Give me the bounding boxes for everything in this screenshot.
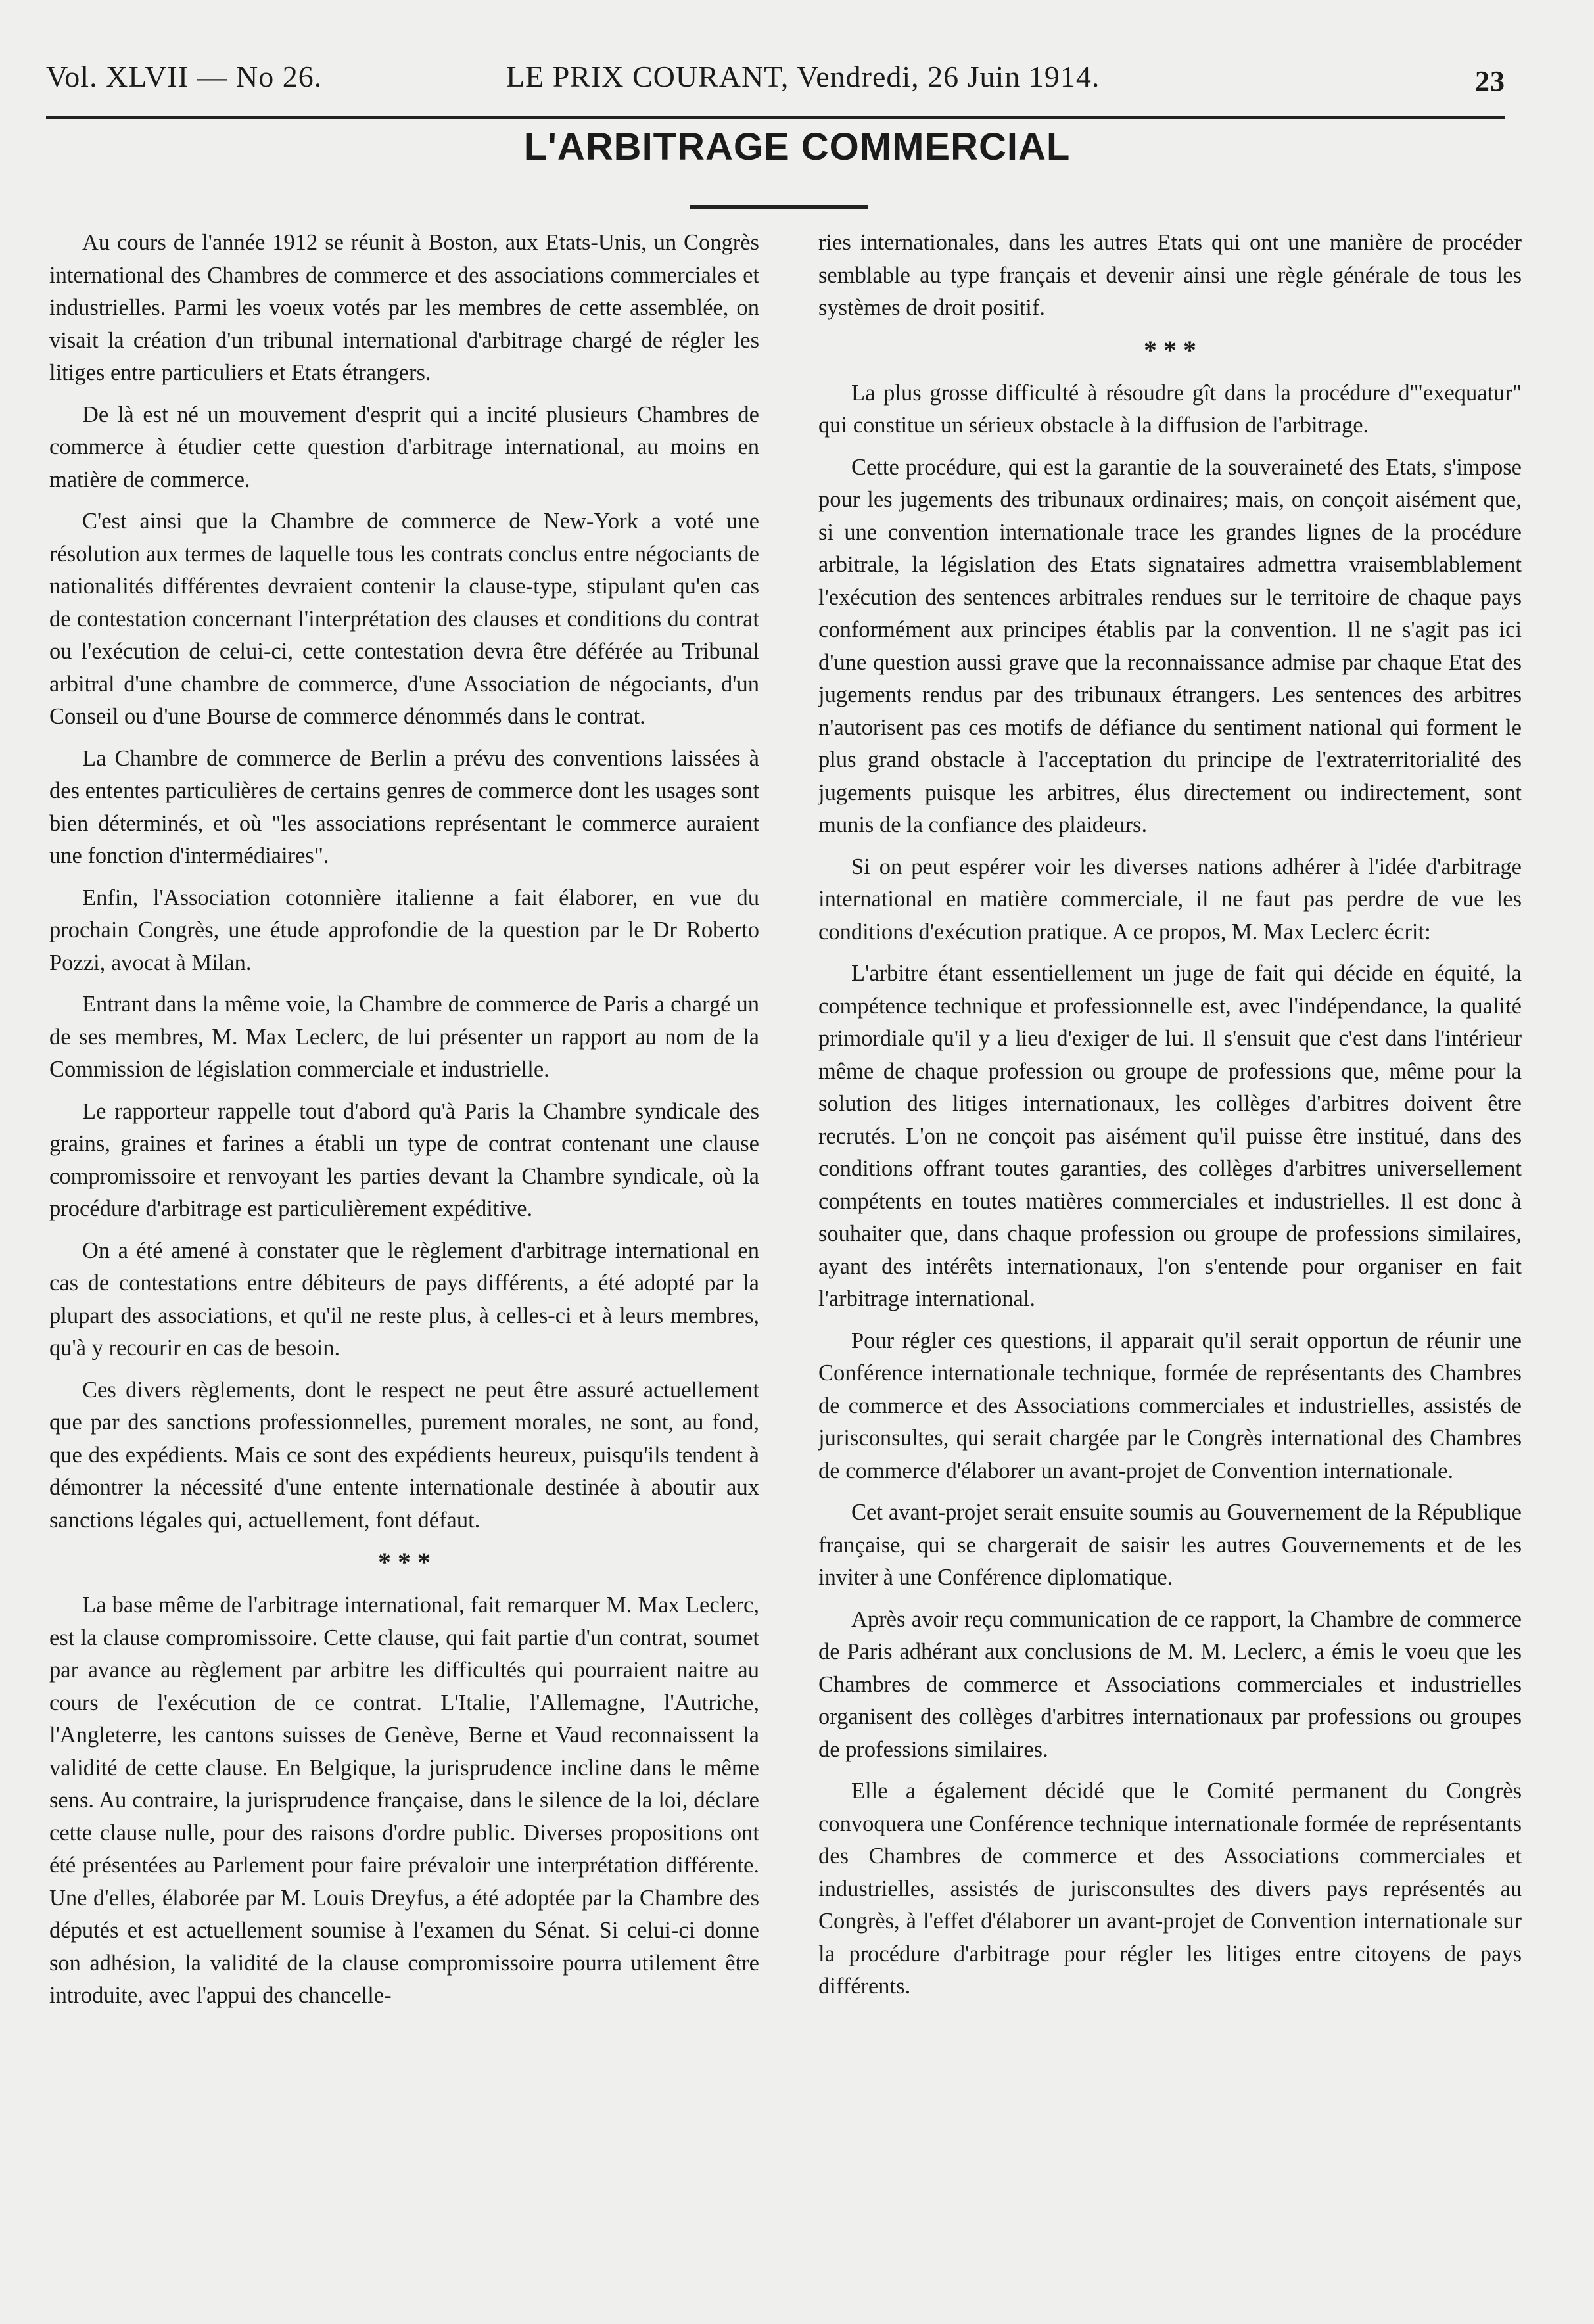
paragraph: La base même de l'arbitrage international, fait remarquer M. Max Leclerc, est la clause compromissoire. Cette clause, qui fait partie d'un contrat, soumet par avance au règlement par arbitre les difficultés qui pourraient naitre au cours de l'exécution de ce contrat. L'Italie, l'Allemagne, l'Autriche, l'Angleterre, les cantons suisses de Genève, Berne et Vaud reconnaissent la validité de cette clause. En Belgique, la jurisprudence incline dans le même sens. Au contraire, la jurisprudence française, dans le silence de la loi, déclare cette clause nulle, pour des raisons d'ordre public. Diverses propositions ont été présentées au Parlement pour faire prévaloir une interprétation différente. Une d'elles, élaborée par M. Louis Dreyfus, a été adoptée par la Chambre des députés et est actuellement soumise à l'examen du Sénat. Si celui-ci donne son adhésion, la validité de la clause compromissoire pourra utilement être introduite, avec l'appui des chancelle- (49, 1592, 759, 2008)
paragraph: Au cours de l'année 1912 se réunit à Boston, aux Etats-Unis, un Congrès international des Chambres de commerce et des associations commerciales et industrielles. Parmi les voeux votés par les membres de cette assemblée, on visait la création d'un tribunal international d'arbitrage chargé de régler les litiges entre particuliers et Etats étrangers. (49, 230, 759, 385)
paragraph: L'arbitre étant essentiellement un juge de fait qui décide en équité, la compétence technique et professionnelle est, avec l'indépendance, la qualité primordiale qu'il y a lieu d'exiger de lui. Il s'ensuit que c'est dans l'intérieur même de chaque profession ou groupe de professions que, même pour la solution des litiges internationaux, les collèges d'arbitres doivent être recrutés. L'on ne conçoit pas aisément qu'il puisse être institué, dans des conditions offrant toutes garanties, des collèges d'arbitres universellement compétents en toutes matières commerciales et industrielles. Il est donc à souhaiter que, dans chaque profession ou groupe de professions similaires, ayant des intérêts internationaux, l'on s'entende pour organiser en fait l'arbitrage international. (818, 961, 1522, 1311)
paragraph: Entrant dans la même voie, la Chambre de commerce de Paris a chargé un de ses membres, M. Max Leclerc, de lui présenter un rapport au nom de la Commission de législation commerciale et industrielle. (49, 992, 759, 1082)
paragraph: De là est né un mouvement d'esprit qui a incité plusieurs Chambres de commerce à étudier cette question d'arbitrage international, au moins en matière de commerce. (49, 402, 759, 492)
paragraph: Après avoir reçu communication de ce rapport, la Chambre de commerce de Paris adhérant aux conclusions de M. M. Leclerc, a émis le voeu que les Chambres de commerce et Associations commerciales et industrielles organisent des collèges d'arbitres internationaux par professions ou groupes de professions similaires. (818, 1606, 1522, 1762)
paragraph: ries internationales, dans les autres Etats qui ont une manière de procéder semblable au type français et devenir ainsi une règle générale de tous les systèmes de droit positif. (818, 230, 1522, 320)
header-rule (46, 116, 1505, 119)
paragraph: Ces divers règlements, dont le respect ne peut être assuré actuellement que par des sanctions professionnelles, purement morales, ne sont, au fond, que des expédients. Mais ce sont des expédients heureux, puisqu'ils tendent à démontrer la nécessité d'une entente internationale destinée à aboutir aux sanctions légales qui, actuellement, font défaut. (49, 1377, 759, 1533)
paragraph: La Chambre de commerce de Berlin a prévu des conventions laissées à des ententes particulières de certains genres de commerce dont les usages sont bien déterminés, et où "les associations représentant le commerce auraient une fonction d'intermédiaires". (49, 745, 759, 868)
volume-number: Vol. XLVII — No 26. (46, 60, 323, 93)
paragraph: Si on peut espérer voir les diverses nations adhérer à l'idée d'arbitrage international en matière commerciale, il ne faut pas perdre de vue les conditions d'exécution pratique. A ce propos, M. Max Leclerc écrit: (818, 854, 1522, 944)
right-column (818, 227, 1522, 2012)
paragraph: On a été amené à constater que le règlement d'arbitrage international en cas de contestations entre débiteurs de pays différents, a été adopté par la plupart des associations, et qu'il ne reste plus, à celles-ci et à leurs membres, qu'à y recourir en cas de besoin. (49, 1238, 759, 1360)
title-rule (690, 205, 868, 209)
paragraph: C'est ainsi que la Chambre de commerce de New-York a voté une résolution aux termes de laquelle tous les contrats conclus entre négociants de nationalités différentes devraient contenir la clause-type, stipulant qu'en cas de contestation concernant l'interprétation des clauses et conditions du contrat ou l'exécution de celui-ci, cette contestation devra être déférée au Tribunal arbitral d'une chambre de commerce, d'une Association de négociants, d'un Conseil ou d'une Bourse de commerce dénommés dans le contrat. (49, 509, 759, 729)
paragraph: Enfin, l'Association cotonnière italienne a fait élaborer, en vue du prochain Congrès, une étude approfondie de la question par le Dr Roberto Pozzi, avocat à Milan. (49, 885, 759, 975)
paragraph: Le rapporteur rappelle tout d'abord qu'à Paris la Chambre syndicale des grains, graines et farines a établi un type de contrat contenant une clause compromissoire et renvoyant les parties devant la Chambre syndicale, où la procédure d'arbitrage est particulièrement expéditive. (49, 1098, 759, 1221)
running-header (46, 53, 1505, 112)
publication-line: LE PRIX COURANT, Vendredi, 26 Juin 1914. (506, 60, 1100, 93)
section-separator: * * * (1144, 335, 1196, 365)
left-column (49, 227, 759, 2022)
paragraph: Cette procédure, qui est la garantie de la souveraineté des Etats, s'impose pour les jugements des tribunaux ordinaires; mais, on conçoit aisément que, si une convention internationale trace les grandes lignes de la procédure arbitrale, la législation des Etats signataires admettra vraisemblablement l'exécution des sentences arbitrales rendues sur le territoire de chaque pays conformément aux principes établis par la convention. Il ne s'agit pas ici d'une question aussi grave que la reconnaissance admise par chaque Etat des jugements rendus par des tribunaux étrangers. Les sentences des arbitres n'autorisent pas ces motifs de défiance du sentiment national qui forment le plus grand obstacle à l'acceptation du principe de l'extraterritorialité des jugements puisque les arbitres, élus directement ou indirectement, sont munis de la confiance des plaideurs. (818, 454, 1522, 837)
paragraph: Elle a également décidé que le Comité permanent du Congrès convoquera une Conférence technique internationale formée de représentants des Chambres de commerce et des Associations commerciales et industrielles, assistés de jurisconsultes des divers pays représentés au Congrès, à l'effet d'élaborer un avant-projet de Convention internationale sur la procédure d'arbitrage pour régler les litiges entre citoyens de pays différents. (818, 1778, 1522, 1999)
page-number: 23 (1475, 65, 1505, 97)
paragraph: Pour régler ces questions, il apparait qu'il serait opportun de réunir une Conférence internationale technique, formée de représentants des Chambres de commerce et des Associations commerciales et industrielles, assistés de jurisconsultes, qui serait chargée par le Congrès international des Chambres de commerce d'élaborer un avant-projet de Convention internationale. (818, 1328, 1522, 1483)
paragraph: Cet avant-projet serait ensuite soumis au Gouvernement de la République française, qui se chargerait de saisir les autres Gouvernements et de les inviter à une Conférence diplomatique. (818, 1500, 1522, 1590)
section-separator: * * * (378, 1547, 431, 1577)
paragraph: La plus grosse difficulté à résoudre gît dans la procédure d'"exequatur" qui constitue un sérieux obstacle à la diffusion de l'arbitrage. (818, 380, 1522, 438)
article-title: L'ARBITRAGE COMMERCIAL (523, 126, 1071, 168)
